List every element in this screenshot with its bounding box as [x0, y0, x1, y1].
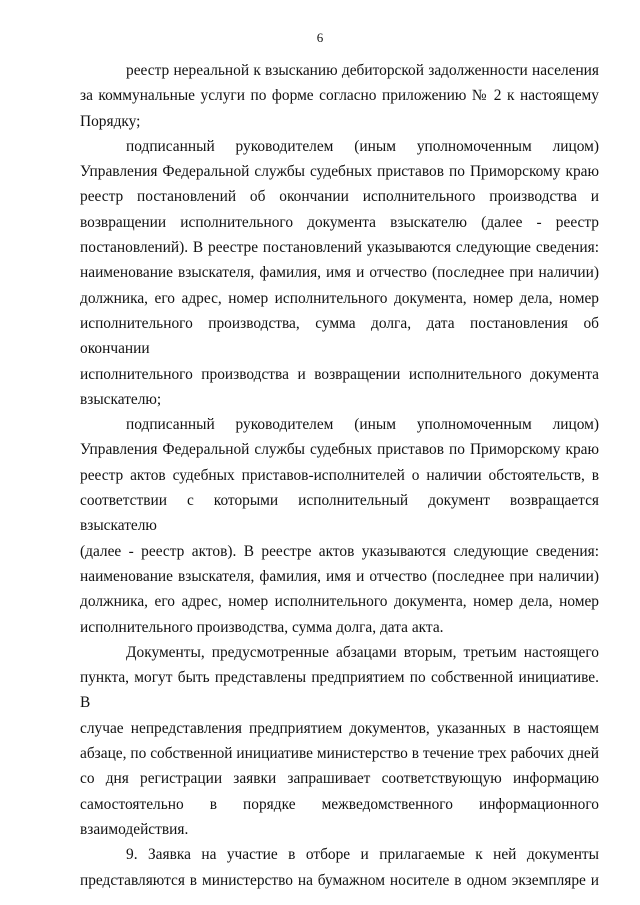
text-line: наименование взыскателя, фамилия, имя и отчество (последнее при наличии): [80, 264, 599, 282]
text-line: взыскателю;: [80, 390, 162, 408]
text-line: соответствии с которыми исполнительный документ возвращается взыскателю: [80, 492, 599, 535]
text-line: постановлений). В реестре постановлений указываются следующие сведения:: [80, 239, 599, 257]
text-line: пункта, могут быть представлены предприятием по собственной инициативе. В: [80, 669, 599, 712]
paragraph-documents-initiative: [80, 640, 599, 842]
text-line: должника, его адрес, номер исполнительного документа, номер дела, номер: [80, 289, 599, 307]
text-line: исполнительного производства и возвращении исполнительного документа: [80, 365, 599, 383]
text-line: со дня регистрации заявки запрашивает соответствующую информацию: [80, 770, 599, 788]
text-line: абзаце, по собственной инициативе министерство в течение трех рабочих дней: [80, 745, 599, 763]
text-line: Документы, предусмотренные абзацами вторым, третьим настоящего: [126, 643, 599, 661]
text-line: случае непредставления предприятием документов, указанных в настоящем: [80, 719, 599, 737]
text-line: 9. Заявка на участие в отборе и прилагаемые к ней документы: [126, 846, 599, 864]
text-line: подписанный руководителем (иным уполномоченным лицом): [126, 416, 599, 434]
text-line: за коммунальные услуги по форме согласно приложению № 2 к настоящему: [80, 87, 599, 105]
text-line: исполнительного производства, сумма долга, дата постановления об окончании: [80, 314, 599, 358]
text-line: (далее - реестр актов). В реестре актов указываются следующие сведения:: [80, 542, 599, 560]
text-line: самостоятельно в порядке межведомственного информационного: [80, 795, 599, 813]
text-line: Управления Федеральной службы судебных приставов по Приморскому краю: [80, 163, 599, 181]
paragraph-item-9: [80, 842, 599, 893]
text-line: представляются в министерство на бумажном носителе в одном экземпляре и: [80, 871, 599, 889]
text-line: Управления Федеральной службы судебных приставов по Приморскому краю: [80, 441, 599, 459]
text-line: реестр нереальной к взысканию дебиторской задолженности населения: [126, 62, 599, 79]
text-line: возвращении исполнительного документа взыскателю (далее - реестр: [80, 213, 599, 231]
paragraph-registry-resolutions: [80, 134, 599, 412]
text-line: подписанный руководителем (иным уполномоченным лицом): [126, 137, 599, 155]
paragraph-registry-acts: [80, 412, 599, 640]
text-line: должника, его адрес, номер исполнительного документа, номер дела, номер: [80, 593, 599, 611]
text-line: Порядку;: [80, 112, 141, 130]
document-body: [80, 58, 599, 893]
text-line: наименование взыскателя, фамилия, имя и отчество (последнее при наличии): [80, 567, 599, 585]
text-line: реестр актов судебных приставов-исполнителей о наличии обстоятельств, в: [80, 466, 599, 484]
text-line: реестр постановлений об окончании исполнительного производства и: [80, 188, 599, 206]
text-line: исполнительного производства, сумма долга, дата акта.: [80, 618, 444, 636]
text-line: взаимодействия.: [80, 820, 189, 838]
paragraph-registry-receivables: [80, 58, 599, 134]
page-number: 6: [316, 30, 324, 45]
